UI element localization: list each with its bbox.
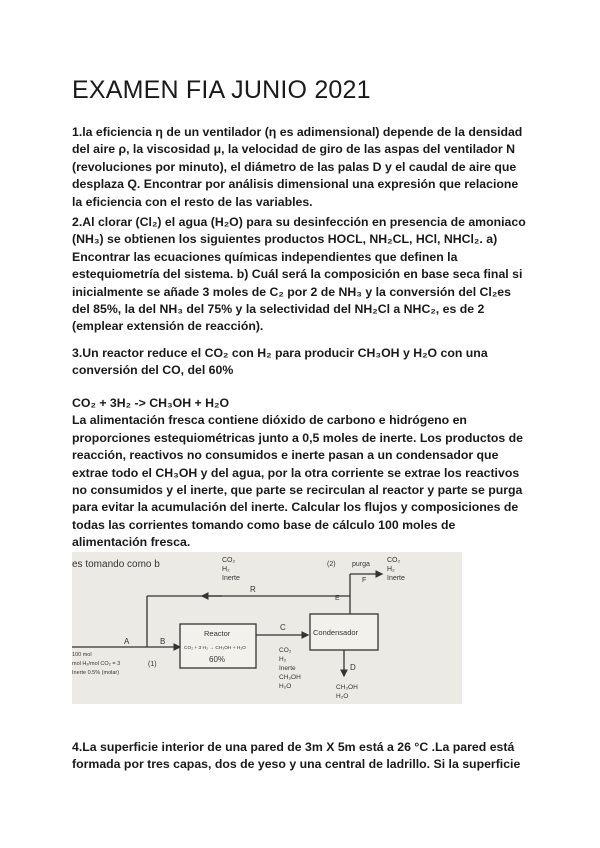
c-comp-3: Inerte [279,665,296,672]
stream-f-label: F [362,577,367,584]
c-comp-2: H₂ [279,656,287,663]
question-3-reaction: CO₂ + 3H₂ -> CH₃OH + H₂O [72,396,230,410]
reactor-equation: CO₂ + 3 H₂ → CH₃OH + H₂O [184,646,246,651]
recycle-comp-1: CO₂ [222,557,236,564]
stream-b-label: B [160,637,166,646]
purge-comp-1: CO₂ [387,557,401,564]
diagram-top-text: es tomando como b [72,559,160,570]
process-flow-diagram [72,552,462,704]
feed-text-1: 100 mol [72,652,92,658]
d-comp-2: H₂O [336,693,349,700]
condenser-label: Condensador [313,628,359,637]
stream-d-label: D [350,663,356,672]
stream-e-label: E [335,595,340,602]
recycle-comp-2: H₂ [222,566,230,573]
feed-text-2: mol H₂/mol CO₂ = 3 [72,661,121,667]
document-title: EXAMEN FIA JUNIO 2021 [72,76,371,104]
reactor-conversion: 60% [209,655,226,664]
question-4: 4.La superficie interior de una pared de 3m X 5m está a 26 °C .La pared está formada por tres capas, dos de yeso y una central de ladrillo. Si la superficie [72,740,521,772]
c-comp-1: CO₂ [279,647,292,654]
recycle-comp-3: Inerte [222,575,240,582]
question-2: 2.Al clorar (Cl₂) el agua (H₂O) para su desinfección en presencia de amoniaco (NH₃) se obtienen los siguientes productos HOCL, NH₂CL, HCl, NHCl₂. a) Encontrar las ecuaciones químicas independientes que definen la estequiometría del sistema. b) Cuál será la composición en base seca final si inicialmente se añade 3 moles de C₂ por 2 de NH₃ y la conversión del Cl₂es del 85%, la del NH₃ del 75% y la selectividad del NH₂Cl a NHC₂, es de 2 (emplear extensión de reacción). [72,215,526,334]
purge-comp-3: Inerte [387,575,405,582]
stream-c-label: C [280,623,286,632]
feed-text-3: Inerte 0.5% (molar) [72,670,120,676]
question-3-body: La alimentación fresca contiene dióxido de carbono e hidrógeno en proporciones estequiométricas junto a 0,5 moles de inerte. Los productos de reacción, reactivos no consumidos e inerte pasan a un condensador que extrae todo el CH₃OH y del agua, por la otra corriente se extrae los reactivos no consumidos y el inerte, que parte se recirculan al reactor y parte se purga para evitar la acumulación del inerte. Calcular los flujos y composiciones de todas las corrientes tomando como base de cálculo 100 moles de alimentación fresca. [72,413,523,550]
reactor-label: Reactor [204,629,231,638]
stream-2-label: (2) [327,561,336,568]
feed-number: (1) [148,661,157,668]
stream-r-label: R [250,585,256,594]
c-comp-5: H₂O [279,683,292,690]
c-comp-4: CH₃OH [279,674,301,681]
purge-label: purga [352,561,370,568]
d-comp-1: CH₃OH [336,684,358,691]
question-1: 1.la eficiencia η de un ventilador (η es adimensional) depende de la densidad del aire ρ, la viscosidad μ, la velocidad de giro de las aspas del ventilador N (revoluciones por minuto), el diámetro de las palas D y el caudal de aire que desplaza Q. Encontrar por análisis dimensional una expresión que relacione la eficiencia con el resto de las variables. [72,125,523,209]
stream-a-label: A [124,637,130,646]
question-3: 3.Un reactor reduce el CO₂ con H₂ para producir CH₃OH y H₂O con una conversión del CO, del 60% [72,346,488,378]
purge-comp-2: H₂ [387,566,395,573]
process-diagram-photo [72,552,462,704]
question-3-details [72,395,530,552]
